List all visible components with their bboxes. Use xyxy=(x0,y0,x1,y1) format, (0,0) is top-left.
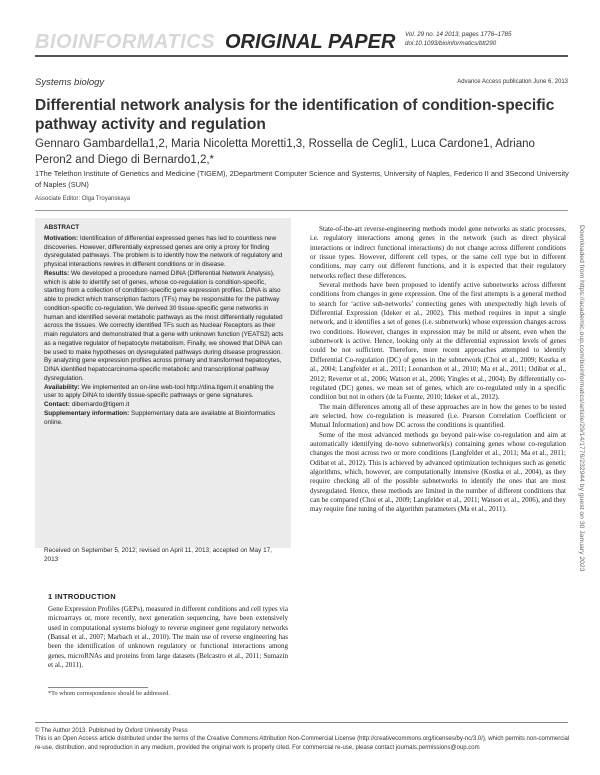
section-label: Systems biology xyxy=(35,77,105,88)
abstract-supplementary: Supplementary information: Supplementary data are available at Bioinformatics online. xyxy=(44,409,276,426)
footnote: *To whom correspondence should be addressed. xyxy=(48,690,170,697)
advance-access: Advance Access publication June 6, 2013 xyxy=(457,79,568,85)
volume-line: Vol. 29 no. 14 2013, pages 1776–1785 xyxy=(405,31,512,38)
body-paragraph: The main differences among all of these approaches are in how the genes to be tested are selected, how co-regulation is measured (i.e. Pearson Correlation Coefficient or Mutual Information) and how DC across the conditions is quantified. xyxy=(310,402,566,430)
title-rule xyxy=(35,210,568,211)
affiliations: 1The Telethon Institute of Genetics and Medicine (TIGEM), 2Department Computer Science and Systems, University of Naples, Federico II and 3Second University of Naples (SUN) xyxy=(35,169,569,189)
volume-info xyxy=(405,30,570,48)
associate-editor: Associate Editor: Olga Troyanskaya xyxy=(35,196,131,202)
intro-paragraph: Gene Expression Profiles (GEPs), measured in different conditions and cell types via microarrays or, more recently, next generation sequencing, have been extensively used in computational systems biology to reverse engineer gene regulatory networks (Bansal et al., 2007; Marbach et al., 2010). The main use of reverse engineering has been the identification of unknown regulatory or functional interactions among genes, microRNAs and proteins from large datasets (Belcastro et al., 2011; Sumazin et al., 2011). xyxy=(48,605,288,670)
abstract xyxy=(44,224,284,427)
abstract-availability: Availability: We implemented an on-line web-tool http://dina.tigem.it enabling the user to apply DINA to identify tissue-specific pathways or gene signatures. xyxy=(44,383,274,400)
journal-name: BIOINFORMATICS xyxy=(35,31,215,53)
header-rule xyxy=(35,55,568,57)
download-watermark: Downloaded from https://academic.oup.com/bioinformatics/article/29/14/1776/232944 by guest on 30 January 2023 xyxy=(578,225,585,572)
footnote-rule xyxy=(48,687,148,688)
abstract-heading: ABSTRACT xyxy=(44,224,80,231)
article-type: ORIGINAL PAPER xyxy=(225,31,396,53)
abstract-contact: Contact: dibernardo@tigem.it xyxy=(44,401,130,408)
authors: Gennaro Gambardella1,2, Maria Nicoletta Moretti1,3, Rossella de Cegli1, Luca Cardone1, Adriano Peron2 and Diego di Bernardo1,2,* xyxy=(35,138,535,166)
right-column xyxy=(310,225,566,515)
abstract-motivation: Motivation: Identification of differential expressed genes has led to countless new discoveries. However, differentially expressed genes are only a proxy for finding dysregulated pathways. The problem is to identify how the network of regulatory and physical interactions rewires in different conditions or in disease. xyxy=(44,234,283,268)
paper-title: Differential network analysis for the identification of condition-specific pathway activity and regulation xyxy=(35,97,555,133)
doi[interactable]: doi:10.1093/bioinformatics/btt290 xyxy=(405,40,497,47)
body-paragraph: Some of the most advanced methods go beyond pair-wise co-regulation and aim at automatically identifying de-novo subnetwork(s) containing genes whose co-regulation changes the most across two or more conditions (Langfelder et al., 2011; Ma et al., 2011; Odibat et al., 2012). This is achieved by advanced optimization techniques such as genetic algorithms, which, however, are computationally intensive (Kostka et al., 2004), as they require checking all of the possible subnetworks to identify the ones that are most dysregulated. Hence, these methods are limited in the number of different conditions that can be compared (Choi et al., 2009; Langfelder et al., 2011; Watson et al., 2006), and they may require fine tuning of the algorithm parameters (Ma et al., 2011). xyxy=(310,430,566,514)
footer-rule xyxy=(35,722,568,723)
intro-heading: 1 INTRODUCTION xyxy=(48,592,116,601)
body-paragraph: State-of-the-art reverse-engineering methods model gene networks as static processes, i.e. regulatory interactions among genes in the network (such as direct physical interactions or indirect functional interactions) do not change across different conditions or tissue types. However, different cell types, or the same cell type but in different conditions, may carry out different functions, and it is expected that their regulatory networks reflect these differences. xyxy=(310,225,566,280)
copyright-notice: © The Author 2013. Published by Oxford University Press This is an Open Access article distributed under the terms of the Creative Commons Attribution Non-Commercial License (http://creativecommons.org/licenses/by-nc/3.0/), which permits non-commercial re-use, distribution, and reproduction in any medium, provided the original work is properly cited. For commercial re-use, please contact journals.permissions@oup.com xyxy=(35,728,570,751)
abstract-results: Results: We developed a procedure named DINA (DIfferential Network Analysis), which is able to identify set of genes, whose co-regulation is condition-specific, starting from a collection of condition-specific gene expression profiles. DINA is also able to predict which transcription factors (TFs) may be responsible for the pathway condition-specific co-regulation. We derived 30 tissue-specific gene networks in human and identified several metabolic pathways as the most differentially regulated across the tissues. We correctly identified TFs such as Nuclear Receptors as their main regulators and demonstrated that a gene with unknown function (YEATS2) acts as a negative regulator of hepatocyte metabolism. Finally, we showed that DINA can be used to make hypotheses on dysregulated pathways during disease progression. By analyzing gene expression profiles across primary and transformed hepatocytes, DINA identified hepatocarcinoma-specific metabolic and transcriptional pathway dysregulation. xyxy=(44,269,284,382)
received-dates: Received on September 5, 2012; revised on April 11, 2013; accepted on May 17, 2013 xyxy=(44,547,272,563)
body-paragraph: Several methods have been proposed to identify active subnetworks across different conditions from changes in gene expression. One of the first attempts is a general method to search for ‘active sub-networks’ connecting genes with unexpectedly high levels of Differential Expression (Ideker et al., 2002). This method requires in input a single network, and it identifies a set of genes (i.e. subnetwork) whose expression changes across two conditions. However, changes in expression may be mild or absent, even when the subnetwork is active. Hence, looking only at the differential expression levels of genes could be not sufficient. Therefore, more recent approaches attempted to identify Differential Co-regulation (DC) of genes in the subnetwork (Choi et al., 2009; Kostka et al., 2004; Langfelder et al., 2011; Leonardson et al., 2010; Ma et al., 2011; Odibat et al., 2012; Reverter et al., 2006; Watson et al., 2006; Yingles et al., 2004). By differentially co-regulated (DC) genes, we mean set of genes, which are co-regulated only in a specific condition but not in others (de la Fuente, 2010; Ideker et al., 2012). xyxy=(310,281,566,402)
